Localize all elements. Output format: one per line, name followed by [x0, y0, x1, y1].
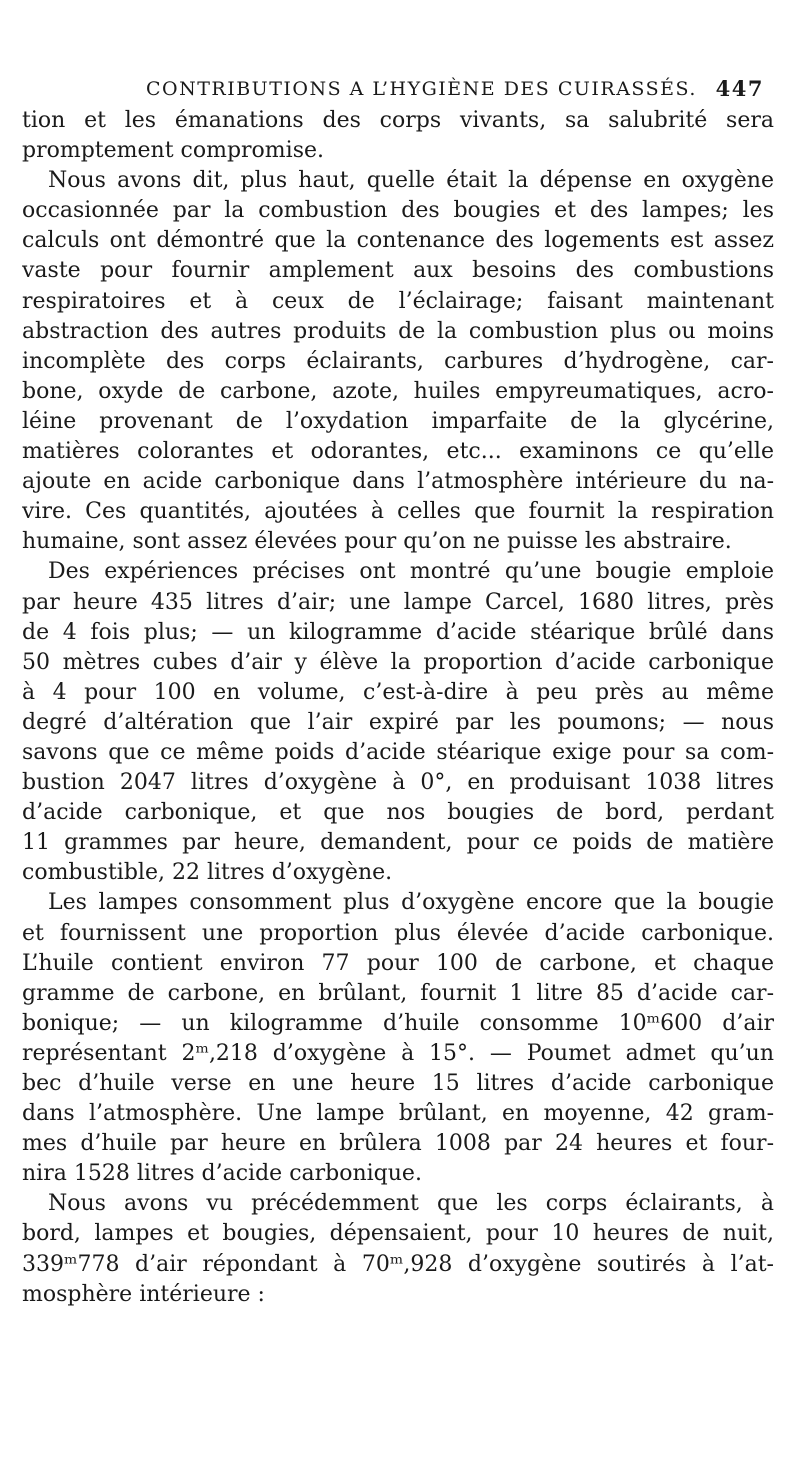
text-line: 339ᵐ778 d’air répondant à 70ᵐ,928 d’oxygène soutirés à l’at- [22, 1251, 774, 1277]
body-text [22, 106, 774, 1310]
text-line: mosphère intérieure : [22, 1281, 265, 1307]
text-line: dans l’atmosphère. Une lampe brûlant, en moyenne, 42 gram- [22, 1101, 774, 1127]
paragraph [22, 1189, 774, 1309]
paragraph [22, 557, 774, 888]
text-line: bonique; — un kilogramme d’huile consomme 10ᵐ600 d’air [22, 1010, 774, 1036]
text-line: bord, lampes et bougies, dépensaient, pour 10 heures de nuit, [22, 1221, 774, 1247]
text-line: vaste pour fournir amplement aux besoins des combustions [22, 258, 774, 284]
text-line: 50 mètres cubes d’air y élève la proportion d’acide carbonique [22, 649, 774, 675]
page-header [22, 68, 774, 102]
text-line: degré d’altération que l’air expiré par les poumons; — nous [22, 709, 774, 735]
text-line: humaine, sont assez élevées pour qu’on ne puisse les abstraire. [22, 529, 732, 555]
text-line: tion et les émanations des corps vivants, sa salubrité sera [22, 108, 774, 133]
text-line: Les lampes consomment plus d’oxygène encore que la bougie [48, 890, 774, 916]
text-line: matières colorantes et odorantes, etc... examinons ce qu’elle [22, 439, 774, 465]
text-line: Nous avons dit, plus haut, quelle était la dépense en oxygène [48, 168, 774, 194]
text-line: gramme de carbone, en brûlant, fournit 1 litre 85 d’acide car- [22, 980, 774, 1006]
text-line: d’acide carbonique, et que nos bougies de bord, perdant [22, 800, 774, 826]
text-line: et fournissent une proportion plus élevée d’acide carbonique. [22, 920, 774, 946]
paragraph [22, 106, 774, 166]
text-line: 11 grammes par heure, demandent, pour ce poids de matière [22, 830, 774, 856]
text-line: à 4 pour 100 en volume, c’est-à-dire à peu près au même [22, 679, 774, 705]
text-line: Des expériences précises ont montré qu’une bougie emploie [48, 559, 774, 585]
running-title: CONTRIBUTIONS A L’HYGIÈNE DES CUIRASSÉS. [146, 78, 697, 100]
text-line: représentant 2ᵐ,218 d’oxygène à 15°. — Poumet admet qu’un [22, 1040, 774, 1066]
text-line: bec d’huile verse en une heure 15 litres d’acide carbonique [22, 1071, 774, 1096]
text-line: nira 1528 litres d’acide carbonique. [22, 1161, 422, 1187]
text-line: de 4 fois plus; — un kilogramme d’acide stéarique brûlé dans [22, 619, 774, 645]
paragraph [22, 166, 774, 557]
text-line: bustion 2047 litres d’oxygène à 0°, en produisant 1038 litres [22, 770, 774, 796]
text-line: léine provenant de l’oxydation imparfaite de la glycérine, [22, 408, 774, 434]
text-line: calculs ont démontré que la contenance des logements est assez [22, 228, 774, 254]
text-line: L’huile contient environ 77 pour 100 de carbone, et chaque [22, 950, 774, 976]
text-line: par heure 435 litres d’air; une lampe Carcel, 1680 litres, près [22, 589, 774, 615]
text-line: occasionnée par la combustion des bougies et des lampes; les [22, 198, 774, 224]
text-line: mes d’huile par heure en brûlera 1008 par 24 heures et four- [22, 1131, 774, 1157]
text-line: combustible, 22 litres d’oxygène. [22, 860, 393, 886]
page-number: 447 [715, 76, 764, 101]
book-page [22, 68, 774, 1310]
text-line: Nous avons vu précédemment que les corps éclairants, à [48, 1191, 774, 1217]
paragraph [22, 888, 774, 1189]
text-line: abstraction des autres produits de la combustion plus ou moins [22, 318, 774, 344]
text-line: promptement compromise. [22, 138, 325, 164]
text-line: bone, oxyde de carbone, azote, huiles empyreumatiques, acro- [22, 378, 774, 404]
text-line: savons que ce même poids d’acide stéarique exige pour sa com- [22, 739, 774, 765]
text-line: respiratoires et à ceux de l’éclairage; faisant maintenant [22, 288, 774, 314]
text-line: vire. Ces quantités, ajoutées à celles que fournit la respiration [22, 499, 774, 525]
text-line: ajoute en acide carbonique dans l’atmosphère intérieure du na- [22, 469, 774, 495]
text-line: incomplète des corps éclairants, carbures d’hydrogène, car- [22, 348, 774, 374]
